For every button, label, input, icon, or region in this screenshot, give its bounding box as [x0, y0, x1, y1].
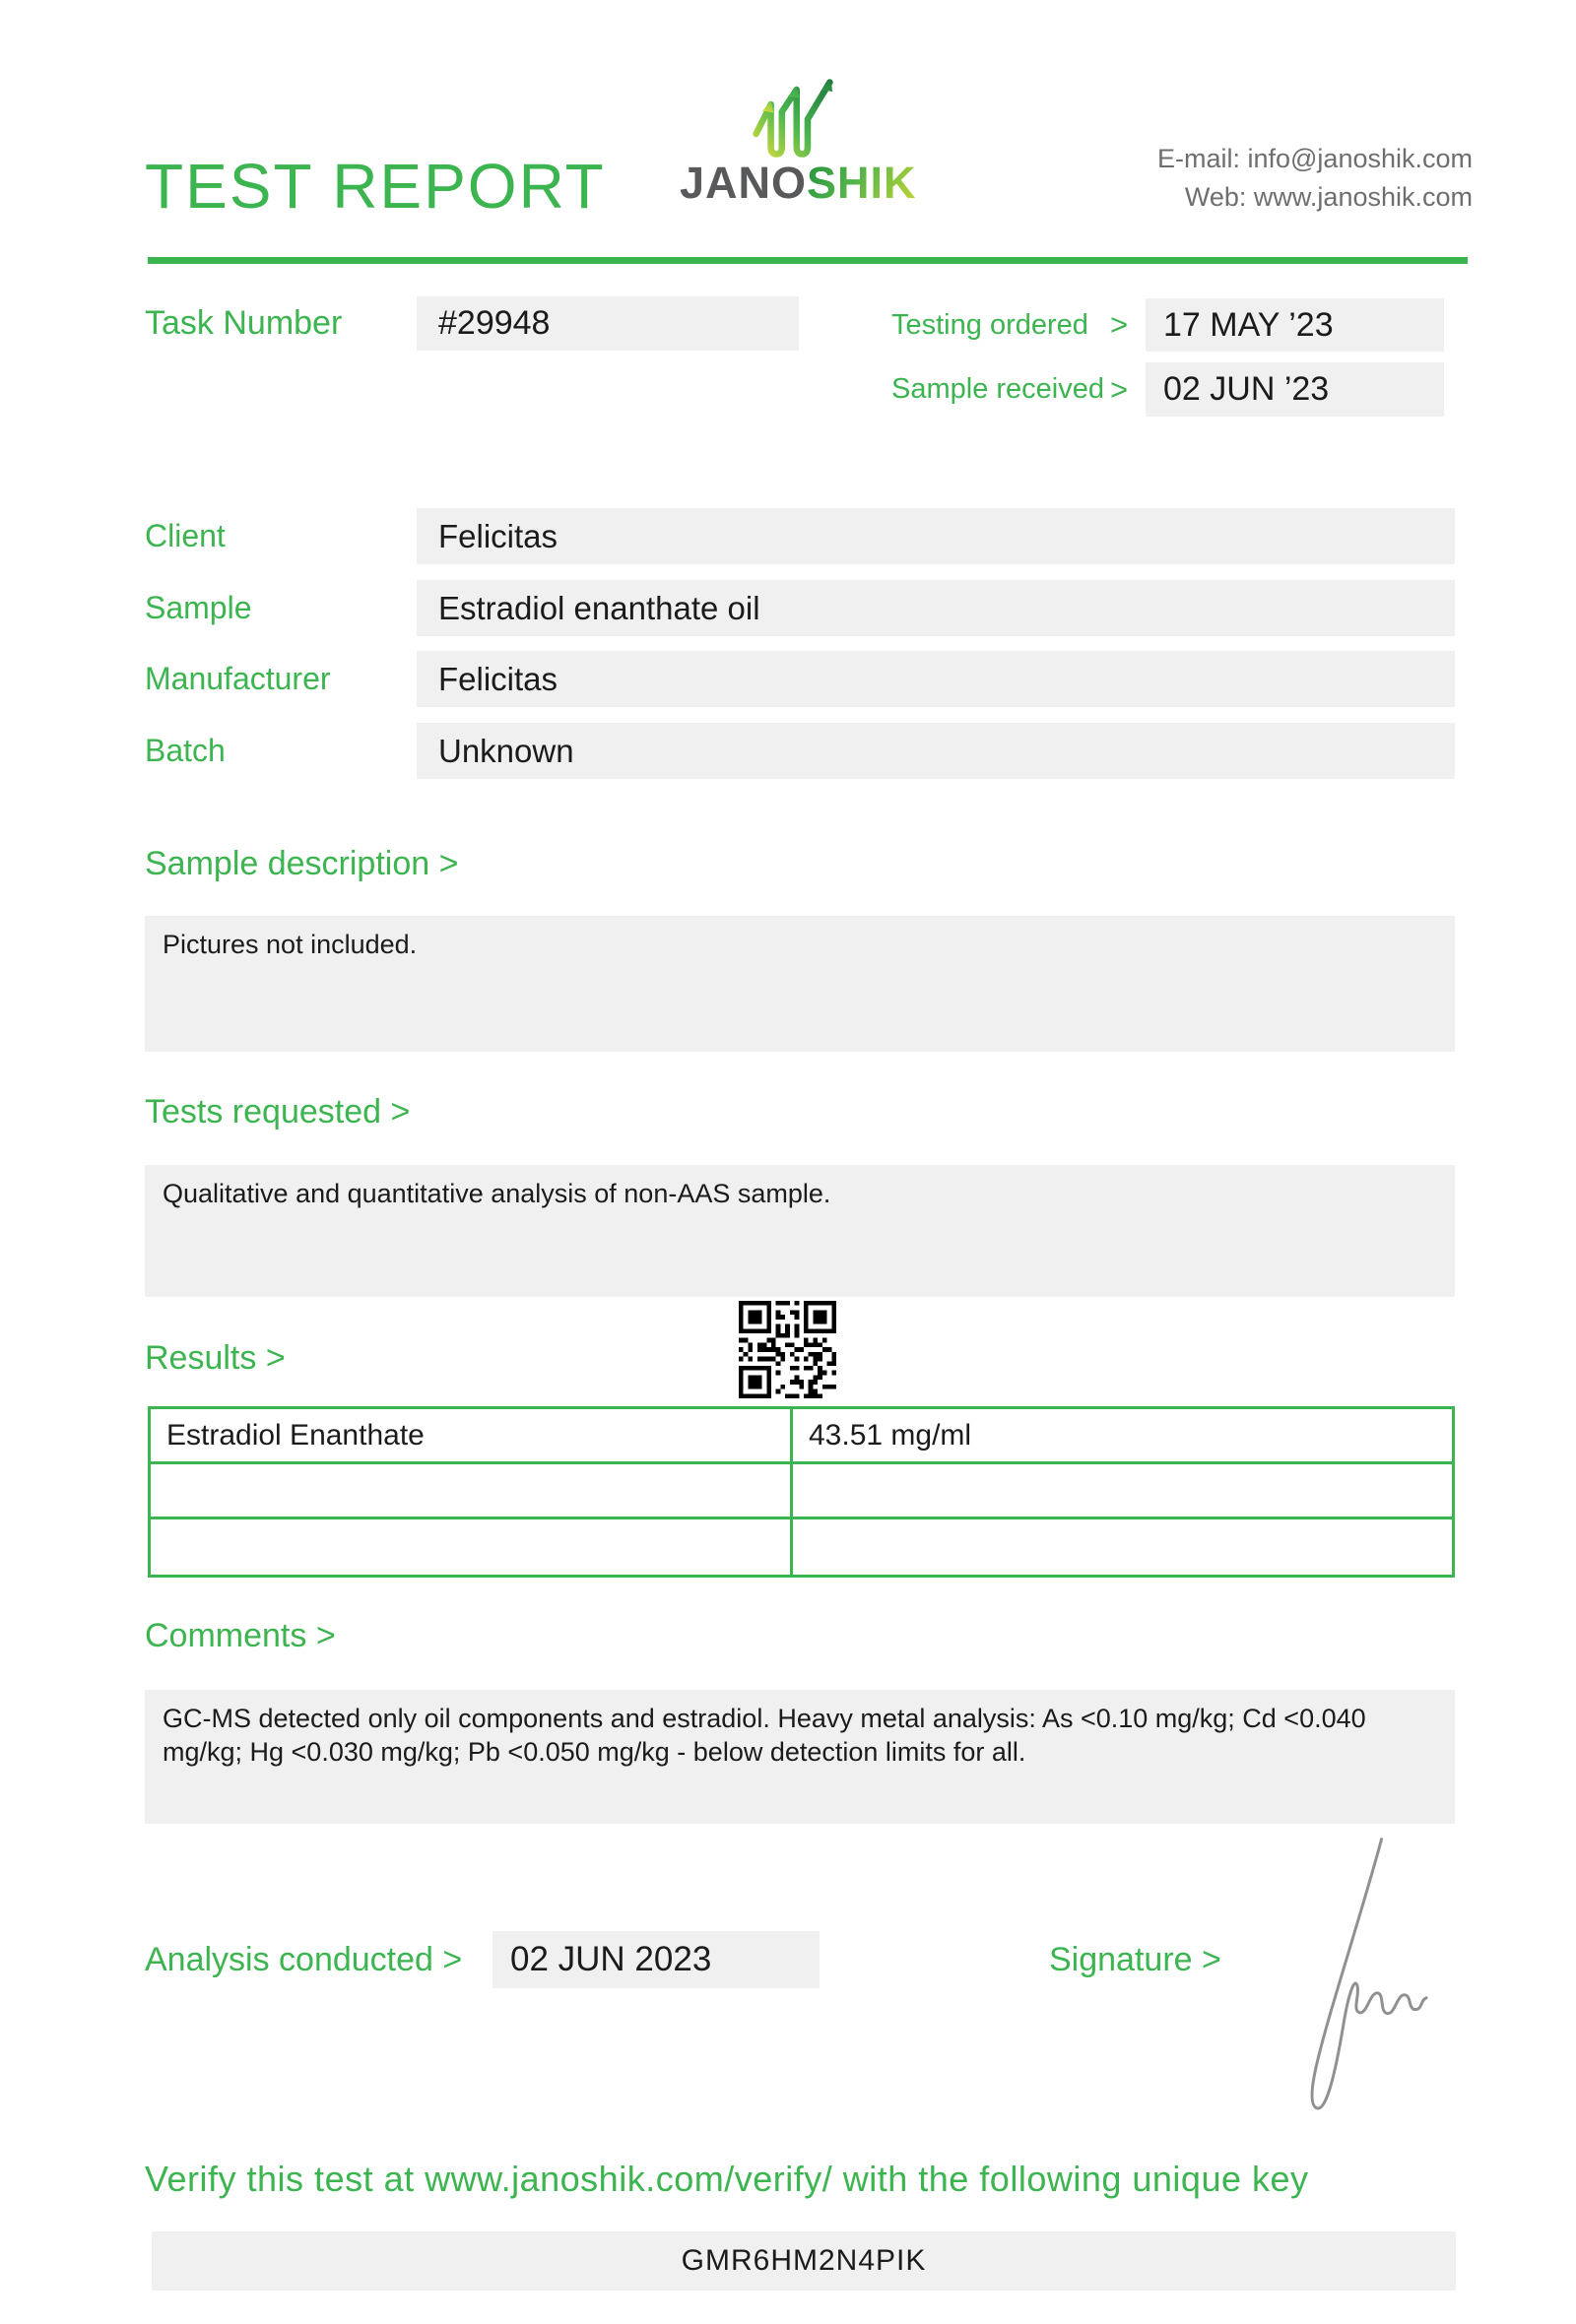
- logo-text-jano: JANO: [680, 158, 808, 208]
- comments-box: [145, 1690, 1455, 1824]
- task-number-value: #29948: [438, 304, 551, 342]
- comments-heading: Comments >: [145, 1617, 336, 1654]
- client-value: Felicitas: [438, 517, 558, 554]
- result-value-cell: [793, 1519, 1452, 1575]
- batch-value-box: [417, 723, 1455, 779]
- contact-email-row: [1157, 140, 1473, 178]
- verify-instruction: Verify this test at www.janoshik.com/verify/ with the following unique key: [145, 2159, 1309, 2199]
- tests-requested-heading: Tests requested >: [145, 1093, 411, 1130]
- sample-description-text: Pictures not included.: [163, 930, 418, 959]
- testing-ordered-value: 17 MAY ’23: [1163, 305, 1334, 344]
- sample-description-heading: Sample description >: [145, 845, 459, 882]
- janoshik-logo: [680, 77, 917, 208]
- result-value-cell: 43.51 mg/ml: [793, 1409, 1452, 1464]
- chevron-right-icon: >: [1110, 307, 1129, 342]
- tests-requested-text: Qualitative and quantitative analysis of non-AAS sample.: [163, 1179, 831, 1208]
- unique-key-box: [152, 2231, 1456, 2291]
- signature-label: Signature >: [1049, 1940, 1221, 1978]
- web-label: Web:: [1184, 182, 1247, 212]
- sample-received-value: 02 JUN ’23: [1163, 370, 1330, 408]
- result-analyte-cell: Estradiol Enanthate: [151, 1409, 793, 1464]
- sample-received-value-box: [1146, 362, 1444, 417]
- signature-icon: [1253, 1832, 1428, 2127]
- logo-text-shik: SHIK: [807, 158, 917, 208]
- analysis-conducted-value-box: [492, 1931, 820, 1988]
- email-label: E-mail:: [1156, 144, 1240, 173]
- manufacturer-value: Felicitas: [438, 660, 558, 697]
- results-table: [148, 1406, 1455, 1578]
- client-value-box: [417, 508, 1455, 564]
- results-heading: Results >: [145, 1339, 286, 1377]
- growth-chart-logo-icon: [746, 77, 840, 161]
- sample-received-row: [891, 362, 1444, 417]
- page-title: TEST REPORT: [145, 151, 606, 222]
- batch-row: [145, 723, 1455, 779]
- sample-value-box: [417, 580, 1455, 636]
- contact-web-row: [1157, 178, 1473, 217]
- testing-ordered-row: [891, 298, 1444, 352]
- result-analyte-cell: [151, 1464, 793, 1519]
- client-row: [145, 508, 1455, 564]
- result-value-cell: [793, 1464, 1452, 1519]
- sample-received-label: Sample received: [891, 373, 1104, 405]
- testing-ordered-value-box: [1146, 298, 1444, 352]
- batch-value: Unknown: [438, 732, 574, 769]
- task-number-label: Task Number: [145, 304, 343, 342]
- analysis-conducted-label: Analysis conducted >: [145, 1940, 463, 1978]
- tests-requested-box: [145, 1165, 1455, 1297]
- manufacturer-value-box: [417, 651, 1455, 707]
- chevron-right-icon: >: [1110, 371, 1129, 407]
- contact-info: [1157, 140, 1473, 217]
- result-analyte-cell: [151, 1519, 793, 1575]
- task-number-value-box: [417, 296, 799, 351]
- sample-row: [145, 580, 1455, 636]
- comments-text: GC-MS detected only oil components and estradiol. Heavy metal analysis: As <0.10 mg/kg; Cd <0.040 mg/kg; Hg <0.030 mg/kg; Pb <0.050 mg/kg - below detection limits for all.: [163, 1704, 1366, 1767]
- unique-key-value: GMR6HM2N4PIK: [681, 2244, 927, 2277]
- qr-code-icon: [739, 1301, 836, 1398]
- logo-wordmark: [680, 158, 917, 208]
- web-value: www.janoshik.com: [1253, 182, 1473, 212]
- sample-label: Sample: [145, 590, 252, 625]
- sample-value: Estradiol enanthate oil: [438, 589, 760, 626]
- email-value: info@janoshik.com: [1247, 144, 1473, 173]
- header-divider: [148, 257, 1468, 264]
- manufacturer-label: Manufacturer: [145, 661, 331, 696]
- client-label: Client: [145, 518, 226, 553]
- sample-description-box: [145, 916, 1455, 1052]
- batch-label: Batch: [145, 733, 226, 768]
- testing-ordered-label: Testing ordered: [891, 308, 1088, 341]
- manufacturer-row: [145, 651, 1455, 707]
- analysis-conducted-value: 02 JUN 2023: [510, 1940, 712, 1978]
